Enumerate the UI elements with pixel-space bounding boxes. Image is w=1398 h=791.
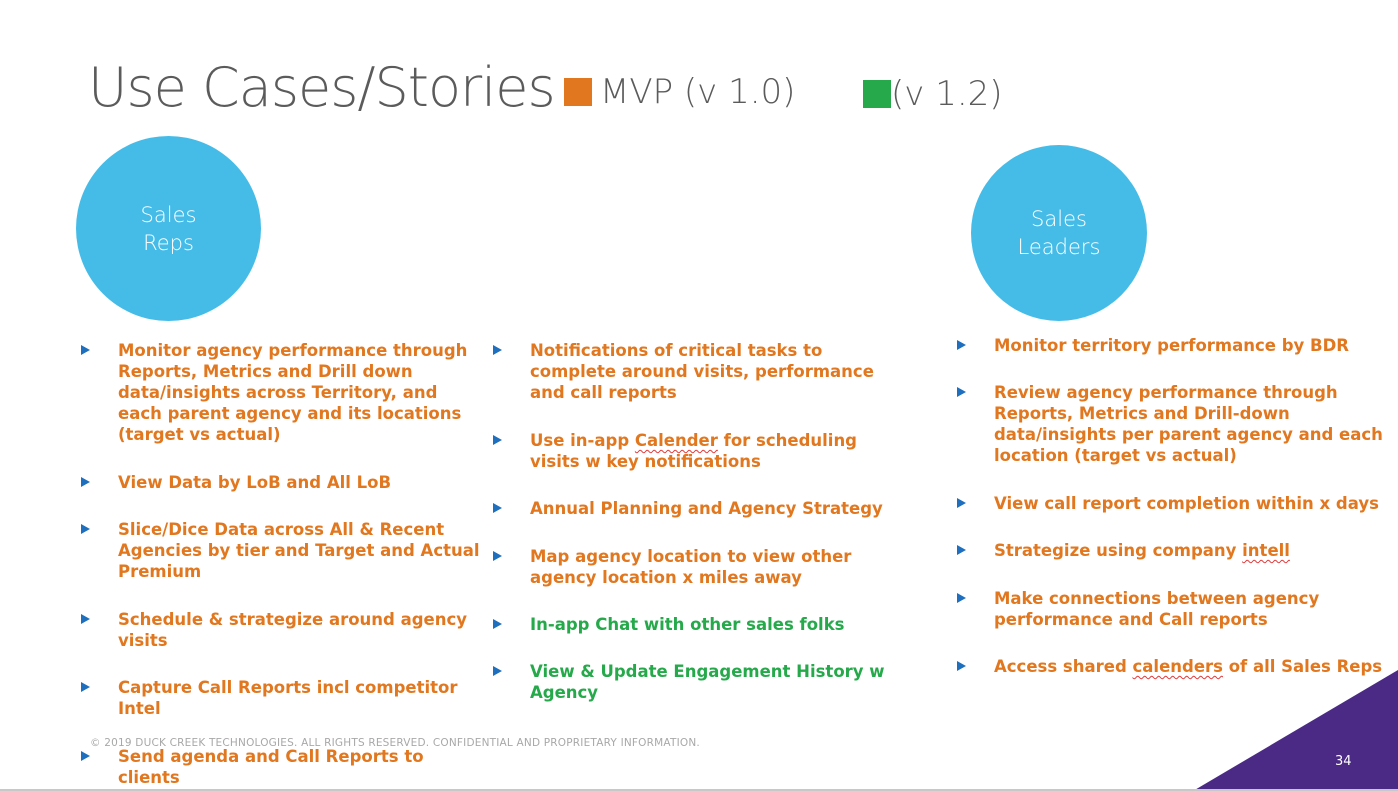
list-item (957, 382, 1384, 466)
list-item (81, 609, 486, 651)
story-text (530, 431, 857, 471)
story-text-part: of all Sales Reps (1222, 657, 1383, 676)
persona-reps-line1: Sales (140, 202, 197, 227)
story-text-part: for scheduling visits w key notifications (530, 431, 857, 471)
persona-sales-leaders (971, 145, 1147, 321)
legend-mvp-label: MVP (v 1.0) (600, 72, 796, 112)
persona-reps-line2: Reps (143, 230, 194, 255)
triangle-right-icon (81, 751, 90, 761)
story-text: Notifications of critical tasks to complete around visits, performance and call reports (530, 341, 874, 402)
triangle-right-icon (81, 345, 90, 355)
triangle-right-icon (957, 340, 966, 350)
story-text: Capture Call Reports incl competitor Intel (118, 678, 458, 718)
spellcheck-flagged-word: Calender (634, 431, 718, 450)
story-text-part: Use in-app (530, 431, 635, 450)
triangle-right-icon (957, 661, 966, 671)
list-item (957, 335, 1384, 356)
corner-triangle-decoration (1193, 670, 1398, 791)
story-text: Review agency performance through Reports, Metrics and Drill-down data/insights per parent agency and each location (target vs actual) (994, 383, 1383, 465)
triangle-right-icon (81, 614, 90, 624)
legend-mvp (564, 72, 795, 112)
slide-title: Use Cases/Stories (88, 56, 555, 119)
triangle-right-icon (493, 503, 502, 513)
list-item (81, 340, 486, 445)
story-text: Annual Planning and Agency Strategy (530, 499, 883, 518)
story-text: View Data by LoB and All LoB (118, 473, 392, 492)
triangle-right-icon (957, 593, 966, 603)
triangle-right-icon (81, 524, 90, 534)
list-item (493, 546, 910, 588)
mvp-swatch-icon (564, 78, 592, 106)
persona-sales-reps (76, 136, 261, 321)
legend-v12 (863, 74, 1003, 114)
triangle-right-icon (81, 477, 90, 487)
story-text (994, 541, 1290, 560)
story-text: Slice/Dice Data across All & Recent Agencies by tier and Target and Actual Premium (118, 520, 480, 581)
triangle-right-icon (957, 545, 966, 555)
story-text: Monitor territory performance by BDR (994, 336, 1349, 355)
list-item (493, 430, 910, 472)
story-text: Send agenda and Call Reports to clients (118, 747, 424, 787)
triangle-right-icon (81, 682, 90, 692)
list-item (957, 588, 1384, 630)
list-item (493, 614, 910, 635)
list-item (81, 519, 486, 582)
triangle-right-icon (957, 387, 966, 397)
story-text: Make connections between agency performance and Call reports (994, 589, 1320, 629)
v12-swatch-icon (863, 80, 891, 108)
story-text: View & Update Engagement History w Agency (530, 662, 885, 702)
spellcheck-flagged-word: calenders (1132, 657, 1223, 676)
list-item (493, 661, 910, 703)
story-text: Map agency location to view other agency location x miles away (530, 547, 852, 587)
list-item (81, 472, 486, 493)
list-item (957, 493, 1384, 514)
list-item (81, 677, 486, 719)
list-item (81, 746, 486, 788)
legend-v12-label: (v 1.2) (891, 74, 1003, 114)
page-number: 34 (1335, 754, 1352, 769)
story-text-part: Strategize using company (994, 541, 1243, 560)
persona-leaders-line2: Leaders (1017, 235, 1101, 259)
triangle-right-icon (493, 551, 502, 561)
list-item (493, 340, 910, 403)
story-text-part: Access shared (994, 657, 1133, 676)
triangle-right-icon (493, 666, 502, 676)
copyright-footer: © 2019 DUCK CREEK TECHNOLOGIES. ALL RIGHTS RESERVED. CONFIDENTIAL AND PROPRIETARY INFORMATION. (90, 737, 700, 749)
triangle-right-icon (957, 498, 966, 508)
story-text: Schedule & strategize around agency visits (118, 610, 468, 650)
list-item (493, 498, 910, 519)
list-item (957, 540, 1384, 561)
story-text: View call report completion within x days (994, 494, 1379, 513)
triangle-right-icon (493, 345, 502, 355)
spellcheck-flagged-word: intell (1242, 541, 1290, 560)
story-text: In-app Chat with other sales folks (530, 615, 845, 634)
triangle-right-icon (493, 435, 502, 445)
story-text: Monitor agency performance through Reports, Metrics and Drill down data/insights across Territory, and each parent agency and its locations (target vs actual) (118, 341, 468, 444)
triangle-right-icon (493, 619, 502, 629)
persona-leaders-line1: Sales (1031, 207, 1087, 231)
